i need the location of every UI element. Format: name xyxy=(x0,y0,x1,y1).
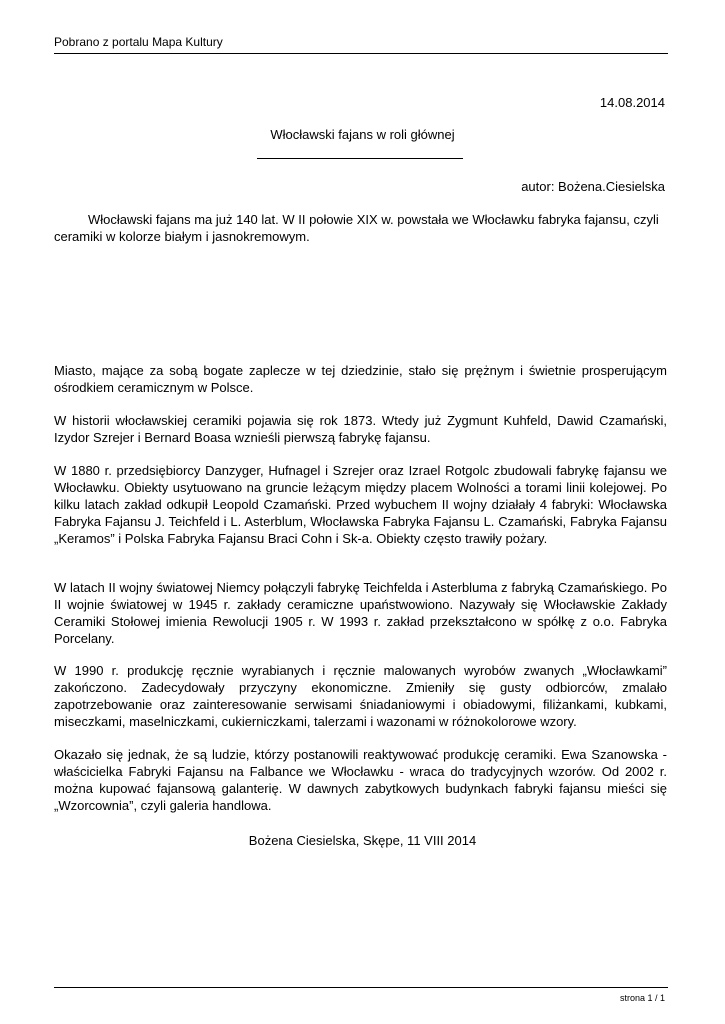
document-title: Włocławski fajans w roli głównej xyxy=(270,127,455,142)
title-underline xyxy=(257,158,463,159)
page-number: strona 1 / 1 xyxy=(619,993,665,1003)
document-date: 14.08.2014 xyxy=(599,95,665,110)
body-paragraph-2: W historii włocławskiej ceramiki pojawia się rok 1873. Wtedy już Zygmunt Kuhfeld, Dawid Czamański, Izydor Szrejer i Bernard Boasa wznieśli pierwszą fabrykę fajansu. xyxy=(54,413,667,445)
intro-paragraph xyxy=(54,211,667,245)
page-header-text: Pobrano z portalu Mapa Kultury xyxy=(54,35,223,49)
body-paragraph-6: Okazało się jednak, że są ludzie, którzy postanowili reaktywować produkcję ceramiki. Ewa Szanowska - właścicielka Fabryki Fajansu na Falbance we Włocławku - wraca do tradycyjnych wzorów. Od 2002 r. można kupować fajansową galanterię. W dawnych zabytkowych budynkach fabryki fajansu mieści się „Wzorcownia”, czyli galeria handlowa. xyxy=(54,747,667,813)
body-paragraph-5: W 1990 r. produkcję ręcznie wyrabianych i ręcznie malowanych wyrobów zwanych „Włocławkami” zakończono. Zadecydowały przyczyny ekonomiczne. Zmieniły się gusty odbiorców, zmalało zapotrzebowanie oraz zainteresowanie serwisami śniadaniowymi i obiadowymi, filiżankami, kubkami, miseczkami, maselniczkami, cukierniczkami, talerzami i wazonami w różnokolorowe wzory. xyxy=(54,663,667,729)
footer-divider xyxy=(54,987,668,988)
signature-line: Bożena Ciesielska, Skępe, 11 VIII 2014 xyxy=(248,833,477,848)
header-divider xyxy=(54,53,668,54)
body-paragraph-4: W latach II wojny światowej Niemcy połączyli fabrykę Teichfelda i Asterbluma z fabryką Czamańskiego. Po II wojnie światowej w 1945 r. zakłady ceramiczne upaństwowiono. Nazywały się Włocławskie Zakłady Ceramiki Stołowej imienia Rewolucji 1905 r. W 1993 r. zakład przekształcono w spółkę z o.o. Fabryka Porcelany. xyxy=(54,580,667,646)
body-paragraph-1: Miasto, mające za sobą bogate zaplecze w tej dziedzinie, stało się prężnym i świetnie prosperującym ośrodkiem ceramicznym w Polsce. xyxy=(54,363,667,395)
body-paragraph-3: W 1880 r. przedsiębiorcy Danzyger, Hufnagel i Szrejer oraz Izrael Rotgolc zbudowali fabrykę fajansu we Włocławku. Obiekty usytuowano na gruncie leżącym między placem Wolności a torami linii kolejowej. Po kilku latach zakład odkupił Leopold Czamański. Przed wybuchem II wojny działały 4 fabryki: Włocławska Fabryka Fajansu J. Teichfeld i L. Asterblum, Włocławska Fabryka Fajansu L. Czamański, Fabryka Fajansu „Keramos” i Polska Fabryka Fajansu Braci Cohn i Sk-a. Obiekty często trawiły pożary. xyxy=(54,463,667,546)
document-author: autor: Bożena.Ciesielska xyxy=(521,179,665,194)
intro-text: Włocławski fajans ma już 140 lat. W II połowie XIX w. powstała we Włocławku fabryka fajansu, czyli ceramiki w kolorze białym i jasnokremowym. xyxy=(54,212,659,244)
